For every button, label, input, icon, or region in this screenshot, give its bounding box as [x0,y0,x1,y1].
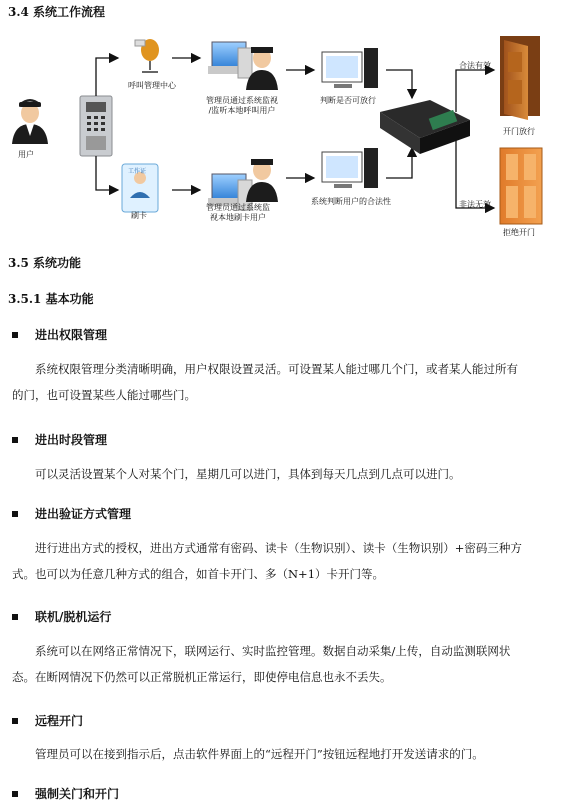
item-paragraph: 系统可以在网络正常情况下，联网运行、实时监控管理。数据自动采集/上传，自动监测联网状 态。在断网情况下仍然可以正常脱机正常运行，即使停电信息也永不丢失。 [12,644,511,684]
label-card-text: 工作证 [128,168,147,175]
item-heading: 联机/脱机运行 [12,608,111,625]
bullet-square-icon [12,791,18,797]
intercom-panel-icon [80,96,112,156]
item-paragraph: 系统权限管理分类清晰明确，用户权限设置灵活。可设置某人能过哪几个门，或者某人能过所有 的门，也可设置某些人能过哪些门。 [12,362,518,402]
computer-icon [322,48,378,88]
item-heading: 进出权限管理 [12,326,107,343]
label-admin-card: 管理员通过系统监 视本地刷卡用户 [206,203,270,222]
item-heading: 进出时段管理 [12,431,107,448]
label-illegal: 非法无效 [459,200,491,209]
admin-workstation-icon [208,42,278,90]
open-door-icon [500,36,540,120]
label-door-refuse: 拒绝开门 [503,228,535,237]
label-call-center: 呼叫管理中心 [128,81,176,90]
label-user: 用户 [18,150,34,159]
computer-icon [322,148,378,188]
subsection-heading-3-5-1: 3.5.1 基本功能 [8,292,94,306]
section-heading-3-5: 3.5 系统功能 [8,256,82,270]
item-heading: 进出验证方式管理 [12,505,131,522]
bullet-square-icon [12,437,18,443]
bullet-square-icon [12,332,18,338]
label-judge-card: 系统判断用户的合法性 [311,197,391,206]
item-heading: 远程开门 [12,712,83,729]
label-card-swipe: 刷卡 [131,211,147,220]
bullet-square-icon [12,718,18,724]
bullet-square-icon [12,511,18,517]
label-admin-call: 管理员通过系统监视 /监听本地呼叫用户 [206,96,278,115]
bullet-square-icon [12,614,18,620]
user-icon [12,99,48,144]
label-judge-door: 判断是否可放行 [320,96,376,105]
item-paragraph: 进行进出方式的授权，进出方式通常有密码、读卡（生物识别）、读卡（生物识别）+密码三种方 式。也可以为任意几种方式的组合，如首卡开门、多（N+1）卡开门等。 [12,541,522,581]
item-paragraph: 管理员可以在接到指示后，点击软件界面上的“远程开门”按钮远程地打开发送请求的门。 [35,747,484,761]
item-paragraph: 可以灵活设置某个人对某个门，星期几可以进门，具体到每天几点到几点可以进门。 [35,467,461,481]
closed-door-icon [500,148,542,224]
item-heading: 强制关门和开门 [12,785,119,802]
label-legal-ok: 合法有效 [459,61,491,70]
label-door-open: 开门放行 [503,127,535,136]
microphone-icon [135,39,159,72]
section-heading-3-4: 3.4 系统工作流程 [8,5,106,19]
